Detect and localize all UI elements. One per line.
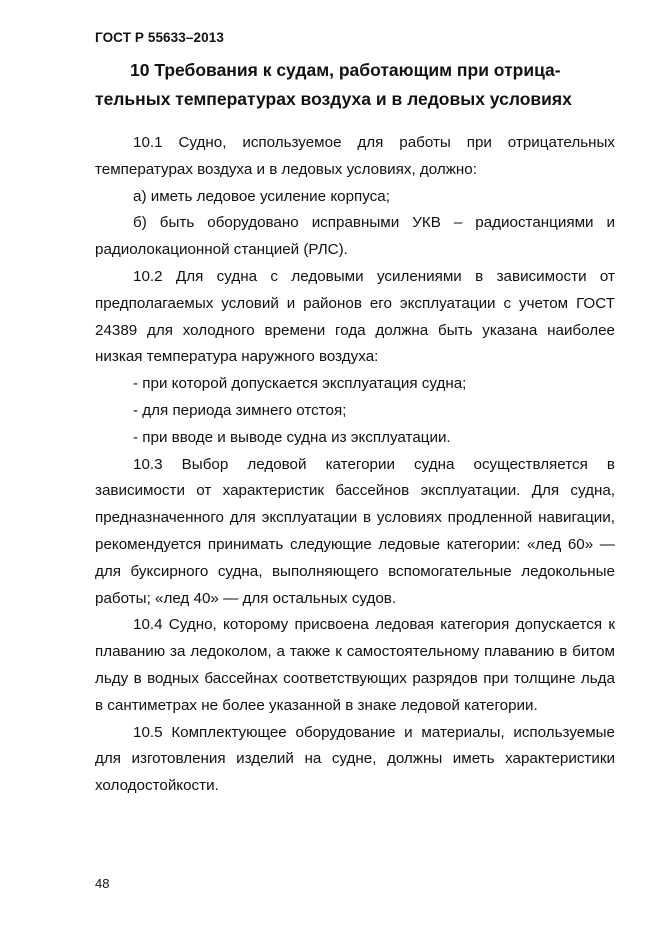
document-body [95,130,615,800]
paragraph-10-1: 10.1 Судно, используемое для работы при отрицательных температурах воздуха и в ледовых условиях, должно: [95,134,615,178]
standard-header: ГОСТ Р 55633–2013 [95,30,224,45]
section-title-line-1: 10 Требования к судам, работающим при отрица- [130,60,561,80]
paragraph-10-4: 10.4 Судно, которому присвоена ледовая категория допускается к плаванию за ледоколом, а также к самостоятельному плаванию в битом льду в водных бассейнах соответствующих разрядов при толщине льда в сантиметрах не более указанной в знаке ледовой категории. [95,616,615,714]
dash-item-operation: - при которой допускается эксплуатация судна; [133,375,467,393]
paragraph-10-2: 10.2 Для судна с ледовыми усилениями в зависимости от предполагаемых условий и районов его эксплуатации с учетом ГОСТ 24389 для холодного времени года должна быть указана наиболее низкая температура наружного воздуха: [95,267,615,366]
section-title [95,56,615,114]
paragraph-10-3: 10.3 Выбор ледовой категории судна осуществляется в зависимости от характеристик бассейнов эксплуатации. Для судна, предназначенного для эксплуатации в условиях продленной навигации, рекомендуется принимать следующие ледовые категории: «лед 60» — для буксирного судна, выполняющего вспомогательные ледокольные работы; «лед 40» — для остальных судов. [95,455,615,607]
dash-item-commissioning: - при вводе и выводе судна из эксплуатации. [133,428,451,446]
page-number: 48 [95,876,110,891]
dash-item-winter-layup: - для периода зимнего отстоя; [133,401,347,419]
paragraph-10-5: 10.5 Комплектующее оборудование и материалы, используемые для изготовления изделий на судне, должны иметь характеристики холодостойкости. [95,723,615,795]
list-item-a: а) иметь ледовое усиление корпуса; [133,187,390,205]
section-title-line-2: тельных температурах воздуха и в ледовых условиях [95,89,572,109]
list-item-b: б) быть оборудовано исправными УКВ – радиостанциями и радиолокационной станцией (РЛС). [95,214,615,259]
